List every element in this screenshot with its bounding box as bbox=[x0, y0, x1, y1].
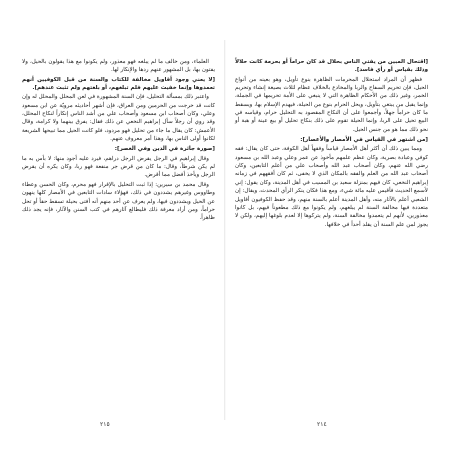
bold-heading-paragraph: [لا يعني وجود أقاويل مخالفة للكتاب والسنة من قبل الكوفيين أنهم تعمدوها وإنما خفيت عليهم فلم تبلغهم، أو بلغتهم ولم تثبت عندهم]. bbox=[22, 76, 215, 92]
body-paragraph: وقال إبراهيم في الرجل يقرض الرجل دراهم، فيرد عليه أجود منها: لا بأس به ما لم يكن شرطاً، وقال: ما كان من قرض جر منفعة فهو ربا، وكان يكره أن يقرض الرجل ويأخذ أفضل مما أقرض. bbox=[22, 155, 215, 179]
body-paragraph: العلماء، ومن خالف ما لم يبلغه فهو معذور، ولم يكونوا مع هذا يقولون بالحيل، ولا يفتون بها، بل المشهور عنهم ردها والإنكار لها. bbox=[22, 59, 215, 74]
body-paragraph: وقال محمد بن سيرين: إذا ثبت التحليل بالإقرار فهو محرم، وكان الحسن وعطاء وطاووس وغيرهم يشددون في ذلك، فهؤلاء سادات التابعين في الأمصار كلها ينهون عن الحيل ويشددون فيها، ولم يعرف عن أحد منهم أنه أفتى بحيلة تسقط حقاً أو تحل حراماً، ومن أراد معرفة ذلك فليطالع آثارهم في كتب السنن والآثار، فإنه يجد ذلك ظاهراً. bbox=[22, 181, 215, 222]
bold-heading-paragraph: [اقتحال المبين من يفتي الناس بحلال قد كان حراماً أو بحرمة كانت حلالاً وذلك بقياس أو رأي فاسد]. bbox=[235, 59, 428, 74]
page-number: ٢١٥ bbox=[100, 421, 110, 428]
section-heading: [صورة جائرة في الدين وفي العصر]: bbox=[114, 146, 215, 153]
page-body bbox=[22, 58, 215, 223]
page-number: ٢١٤ bbox=[317, 421, 327, 428]
body-paragraph: واعتبر ذلك بمسألة التحليل، فإن السنة المشهورة في لعن المحلل والمحلل له وإن كانت قد خرجت من الحرمين ومن العراق، فإن أشهر أحاديثه مرويّة عن ابن مسعود وعلي، وكان أصحاب ابن مسعود وأصحاب علي من أشد الناس إنكاراً لنكاح المحلل، وقد روي أن رجلاً سأل إبراهيم النخعي عن ذلك فقال: يفرق بينهما ولا كرامة، وقال الأعمش: كان يقال ما جاء من تحليل فهو مردود، فلو كانت الحيل مما تبيحها الشريعة لكانوا أولى الناس بها، وهذا أمر معروف عنهم. bbox=[22, 94, 215, 143]
body-paragraph: فظهر أن المراد استحلال المحرمات الظاهرة بنوع تأويل، وهو بعينه من أنواع الحيل، فإن تحريم السفاح والربا والمخادع بالخلاف عظام لثلاث بصيغة إنشاء وتحريم الخمر، وغير ذلك من الأحكام الظاهرة التي لا ينبغي على الأمة تحريمها في الجملة، وإنما يقبل من يبتغي بتأويل، ويحل الحرام بنوع من الحيلة، فيهدم الإسلام بها، ويسقط ما كان حراماً جهلاً، وأجمعوا على أن النكاح المقصود به التحليل حرام، وقياسه في البيع تحيل على الربا، وإنما الحيلة تقوم على ذلك بنكاح تحليل أو بيع عينة أو هبة أو نحو ذلك مما هو من جنس الحيل. bbox=[235, 76, 428, 133]
section-heading: [من اشتهر في القياس في الأمصار والأعصار]: bbox=[300, 137, 428, 144]
gutter-shadow bbox=[224, 40, 226, 420]
body-paragraph: ومما يبين ذلك أن أكثر أهل الأمصار قياساً وفقهاً أهل الكوفة، حتى كان يقال: فقه كوفي وعبادة بصرية، وكان عظم علمهم مأخوذ عن عمر وعلي وعبد الله بن مسعود رضي الله عنهم، وكان أصحاب عبد الله وأصحاب علي من أعلم التابعين، وكان أصحاب عبد الله من العلم والفقه بالمكان الذي لا يخفى، ثم كان أفقههم في زمانه إبراهيم النخعي، كان فيهم بمنزلة سعيد بن المسيب في أهل المدينة، وكان يقول: إني لأسمع الحديث فأقيس عليه مائة شيء، ومع هذا فكان ينكر الرأي المحدث، ويقال: إن الشعبي أعلم بالآثار منه، وأهل المدينة أعلم بالسنة منهم، وقد حفظ الكوفيون أقاويل متعددة فيها مخالفة السنة لم يبلغهم، ولم يكونوا مع ذلك مطعوناً فيهم، بل كانوا معذورين، لأنهم لم يتعمدوا مخالفة السنة، ولم يتركوها إلا لعدم بلوغها إليهم، ولكن لا يجوز لمن علم السنة أن يقلد أحداً في خلافها. bbox=[235, 146, 428, 228]
page-body bbox=[235, 58, 428, 229]
right-page bbox=[225, 0, 450, 450]
